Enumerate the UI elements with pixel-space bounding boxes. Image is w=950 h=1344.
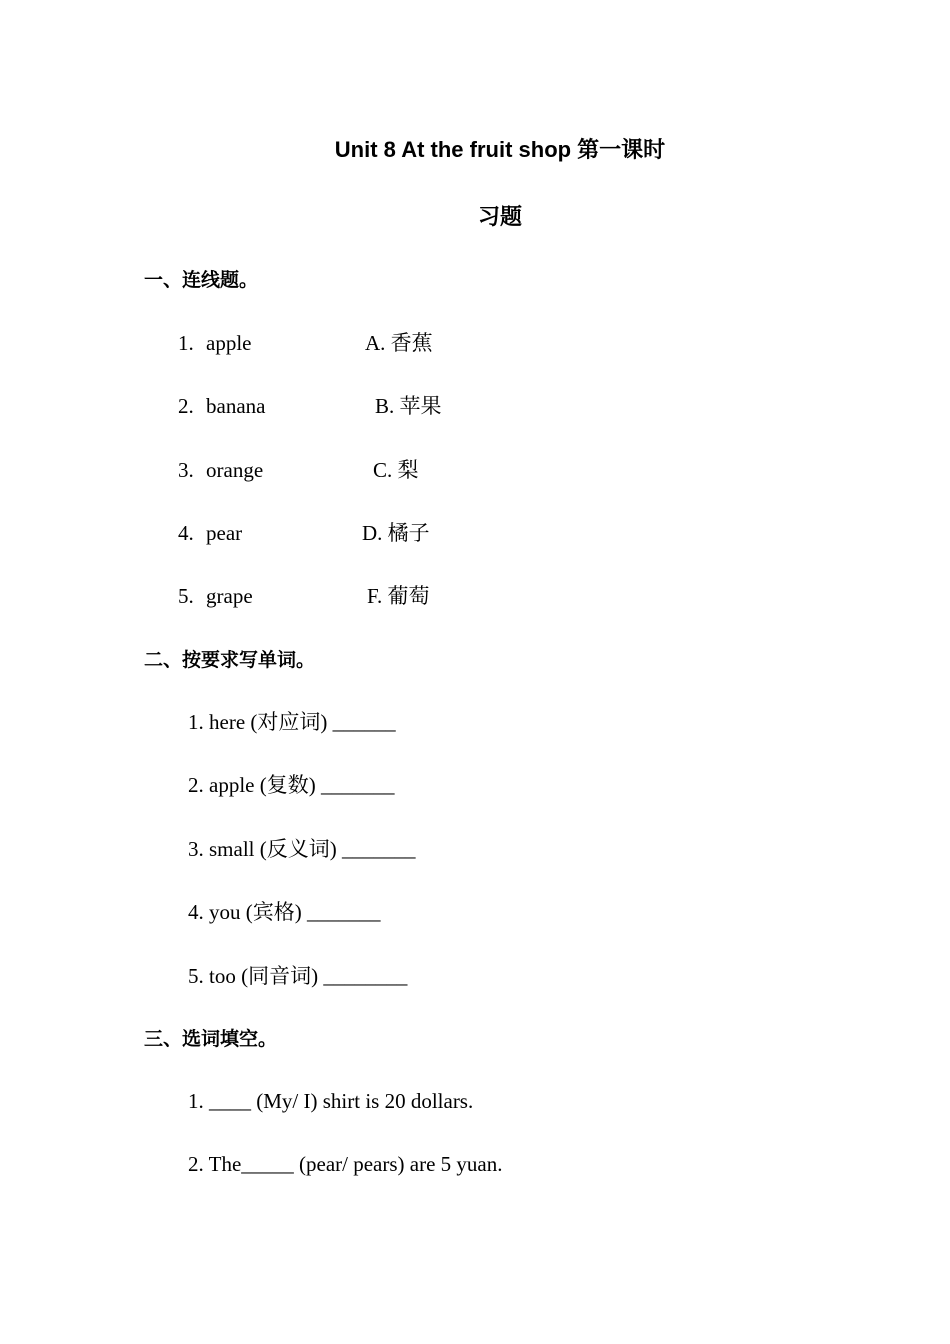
- matching-item-option: F. 葡萄: [367, 584, 430, 608]
- word-writing-item: 1. here (对应词) ______: [188, 710, 396, 734]
- fill-blank-item: 2. The_____ (pear/ pears) are 5 yuan.: [188, 1152, 503, 1176]
- document-title: Unit 8 At the fruit shop 第一课时: [334, 137, 666, 162]
- matching-item-number: 4.: [178, 521, 194, 545]
- matching-item-option: B. 苹果: [375, 394, 442, 418]
- matching-item-option: C. 梨: [373, 458, 419, 482]
- word-writing-item: 4. you (宾格) _______: [188, 900, 381, 924]
- matching-item: [0, 457, 950, 483]
- matching-item: [0, 520, 950, 546]
- matching-item-word: orange: [206, 458, 264, 482]
- section2-heading: 二、按要求写单词。: [144, 649, 316, 671]
- matching-item-word: apple: [206, 331, 252, 355]
- matching-item-option: D. 橘子: [362, 521, 430, 545]
- word-writing-item: 3. small (反义词) _______: [188, 837, 416, 861]
- matching-item-number: 5.: [178, 584, 194, 608]
- matching-item: [0, 583, 950, 609]
- matching-item: [0, 393, 950, 419]
- matching-item: [0, 330, 950, 356]
- matching-item-word: grape: [206, 584, 253, 608]
- word-writing-item: 2. apple (复数) _______: [188, 773, 395, 797]
- section1-heading: 一、连线题。: [144, 269, 259, 291]
- matching-item-number: 2.: [178, 394, 194, 418]
- fill-blank-item: 1. ____ (My/ I) shirt is 20 dollars.: [188, 1089, 474, 1113]
- document-subtitle: 习题: [477, 204, 522, 229]
- section3-heading: 三、选词填空。: [144, 1028, 278, 1050]
- matching-item-number: 3.: [178, 458, 194, 482]
- word-writing-item: 5. too (同音词) ________: [188, 964, 408, 988]
- matching-item-word: banana: [206, 394, 266, 418]
- matching-item-option: A. 香蕉: [365, 331, 433, 355]
- matching-item-number: 1.: [178, 331, 194, 355]
- matching-item-word: pear: [206, 521, 243, 545]
